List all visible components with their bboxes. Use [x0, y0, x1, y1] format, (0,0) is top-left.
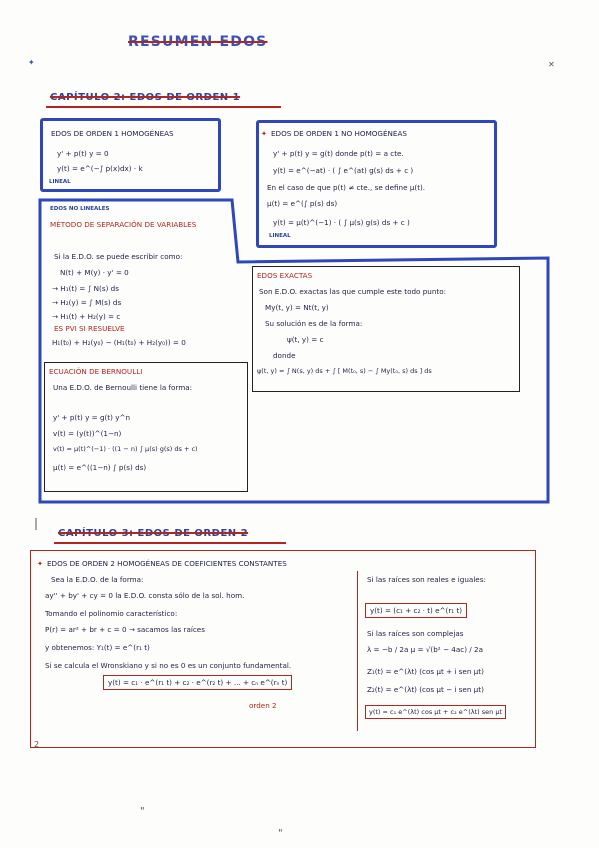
order-2-box: [30, 550, 536, 748]
separation-h2: → H₂(y) = ∫ M(s) ds: [52, 298, 122, 307]
order-2-heading: EDOS DE ORDEN 2 HOMOGÉNEAS DE COEFICIENTES CONSTANTES: [47, 559, 287, 568]
z2-solution: Z₂(t) = e^(λt) (cos μt − i sen μt): [367, 685, 484, 694]
chapter-2-underline: [54, 542, 286, 544]
bernoulli-box: [44, 362, 248, 492]
characteristic-polynomial: P(r) = ar² + br + c = 0 → sacamos las raíces: [45, 625, 205, 634]
nonlinear-heading: EDOS NO LINEALES: [50, 206, 110, 212]
complex-lambda-mu: λ = −b / 2a μ = √(b² − 4ac) / 2a: [367, 645, 483, 654]
pvi-title: ES PVI SI RESUELVE: [54, 324, 125, 333]
homogeneous-equation: y' + p(t) y = 0: [57, 149, 109, 158]
bernoulli-substitution: v(t) = (y(t))^(1−n): [53, 429, 122, 438]
real-equal-solution: y(t) = (c₁ + c₂ · t) e^(r₁ t): [365, 603, 467, 618]
corner-mark: ✕: [548, 60, 555, 69]
separation-sum: → H₁(t) + H₂(y) = c: [52, 312, 121, 321]
separation-form: N(t) + M(y) · y' = 0: [60, 268, 129, 277]
mu-definition: μ(t) = e^(∫ p(s) ds): [267, 199, 338, 208]
exact-box: [252, 266, 520, 392]
scribble-mark: ": [140, 806, 145, 817]
non-homogeneous-note: En el caso de que p(t) ≠ cte., se define μ(t).: [267, 183, 426, 192]
exact-solution-intro: Su solución es de la forma:: [265, 319, 363, 328]
page-title: RESUMEN EDOS: [128, 34, 268, 50]
homogeneous-tag: LINEAL: [49, 179, 71, 185]
exact-psi-formula: ψ(t, y) = ∫ N(s, y) ds + ∫ [ M(t₀, s) − ∫ My(t₀, s) ds ] ds: [257, 367, 432, 375]
non-homogeneous-heading: EDOS DE ORDEN 1 NO HOMOGÉNEAS: [271, 129, 407, 138]
right-column-divider: [357, 571, 359, 731]
exact-where: donde: [273, 351, 296, 360]
order-2-intro: Sea la E.D.O. de la forma:: [51, 575, 144, 584]
characteristic-intro: Tomando el polinomio característico:: [45, 609, 178, 618]
page-number: 2: [34, 740, 40, 749]
non-homogeneous-tag: LINEAL: [269, 233, 291, 239]
order-2-equation: ay'' + by' + cy = 0 la E.D.O. consta sólo de la sol. hom.: [45, 591, 245, 600]
exact-heading: EDOS EXACTAS: [257, 271, 313, 280]
wronskian-note: Si se calcula el Wronskiano y si no es 0 es un conjunto fundamental.: [45, 661, 292, 670]
fundamental-solution: y obtenemos: Y₁(t) = e^(r₁ t): [45, 643, 150, 652]
complex-general-solution: y(t) = c₁ e^(λt) cos μt + c₂ e^(λt) sen μt: [365, 705, 506, 719]
chapter-1-title: CAPÍTULO 2: EDOS DE ORDEN 1: [50, 92, 241, 103]
bernoulli-solution: v(t) = μ(t)^(−1) · ((1 − n) ∫ μ(s) g(s) ds + c): [53, 445, 198, 453]
star-icon: ✦: [261, 129, 268, 138]
bernoulli-equation: y' + p(t) y = g(t) y^n: [53, 413, 131, 422]
non-homogeneous-general-solution: y(t) = μ(t)^(−1) · ( ∫ μ(s) g(s) ds + c ): [273, 218, 410, 227]
separation-method-title: MÉTODO DE SEPARACIÓN DE VARIABLES: [50, 220, 197, 229]
pvi-equation: H₁(t₀) + H₂(y₀) − (H₁(t₀) + H₂(y₀)) = 0: [52, 338, 186, 347]
non-homogeneous-solution: y(t) = e^(−at) · ( ∫ e^(at) g(s) ds + c ): [273, 166, 414, 175]
exact-solution: ψ(t, y) = c: [287, 335, 324, 344]
non-homogeneous-equation: y' + p(t) y = g(t) donde p(t) = a cte.: [273, 149, 404, 158]
decoration-mark: ✦: [28, 58, 35, 67]
real-equal-roots: Si las raíces son reales e iguales:: [367, 575, 486, 584]
separation-h1: → H₁(t) = ∫ N(s) ds: [52, 284, 119, 293]
order-2-note: orden 2: [249, 701, 277, 710]
bernoulli-heading: ECUACIÓN DE BERNOULLI: [49, 367, 143, 376]
nonlinear-section: [44, 204, 232, 354]
exact-condition: My(t, y) = Nt(t, y): [265, 303, 329, 312]
homogeneous-heading: EDOS DE ORDEN 1 HOMOGÉNEAS: [51, 129, 174, 138]
homogeneous-solution: y(t) = e^(−∫ p(x)dx) · k: [57, 164, 143, 173]
star-icon: ✦: [37, 559, 44, 568]
bernoulli-mu: μ(t) = e^((1−n) ∫ p(s) ds): [53, 463, 147, 472]
exact-definition: Son E.D.O. exactas las que cumple este todo punto:: [259, 287, 447, 296]
z1-solution: Z₁(t) = e^(λt) (cos μt + i sen μt): [367, 667, 484, 676]
bernoulli-definition: Una E.D.O. de Bernoulli tiene la forma:: [53, 383, 193, 392]
scribble-mark: ": [278, 828, 283, 839]
separation-condition: Si la E.D.O. se puede escribir como:: [54, 252, 183, 261]
general-solution-box: y(t) = c₁ · e^(r₁ t) + c₂ · e^(r₂ t) + ... + cₙ e^(rₙ t): [103, 675, 292, 690]
chapter-2-title: CAPÍTULO 3: EDOS DE ORDEN 2: [58, 528, 249, 539]
complex-roots: Si las raíces son complejas: [367, 629, 464, 638]
